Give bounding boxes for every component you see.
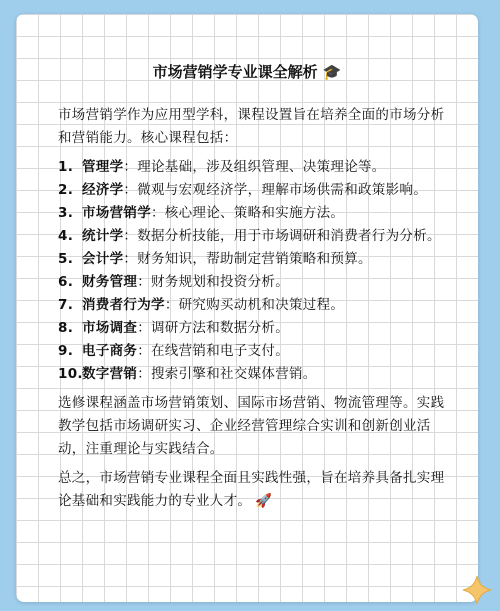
item-number: 6. bbox=[58, 274, 74, 290]
intro-paragraph: 市场营销学作为应用型学科，课程设置旨在培养全面的市场分析和营销能力。核心课程包括： bbox=[58, 107, 445, 146]
item-desc: ：调研方法和数据分析。 bbox=[137, 320, 290, 336]
summary-paragraph bbox=[58, 467, 450, 513]
note-card bbox=[16, 14, 478, 602]
item-term: 电子商务 bbox=[82, 343, 138, 359]
list-item bbox=[58, 179, 450, 202]
item-number: 9. bbox=[58, 343, 74, 359]
item-number: 3. bbox=[58, 205, 74, 221]
item-number: 10. bbox=[58, 366, 83, 382]
list-item bbox=[58, 248, 450, 271]
item-desc: ：数据分析技能，用于市场调研和消费者行为分析。 bbox=[123, 228, 441, 244]
item-desc: ：微观与宏观经济学，理解市场供需和政策影响。 bbox=[123, 182, 428, 198]
item-desc: ：核心理论、策略和实施方法。 bbox=[151, 205, 345, 221]
item-term: 财务管理 bbox=[82, 274, 138, 290]
summary-text: 总之，市场营销专业课程全面且实践性强，旨在培养具备扎实理论基础和实践能力的专业人才。 bbox=[58, 470, 445, 509]
item-number: 2. bbox=[58, 182, 74, 198]
list-item bbox=[58, 156, 450, 179]
item-term: 管理学 bbox=[82, 159, 124, 175]
item-number: 8. bbox=[58, 320, 74, 336]
item-desc: ：理论基础，涉及组织管理、决策理论等。 bbox=[123, 159, 386, 175]
item-number: 4. bbox=[58, 228, 74, 244]
title-text: 市场营销学专业课全解析 bbox=[152, 63, 318, 81]
item-desc: ：研究购买动机和决策过程。 bbox=[164, 297, 345, 313]
item-term: 市场营销学 bbox=[82, 205, 151, 221]
rocket-icon: 🚀 bbox=[255, 493, 273, 509]
item-number: 7. bbox=[58, 297, 74, 313]
electives-paragraph: 选修课程涵盖市场营销策划、国际市场营销、物流管理等。实践教学包括市场调研实习、企业经营管理综合实训和创新创业活动，注重理论与实践结合。 bbox=[58, 395, 445, 457]
item-number: 5. bbox=[58, 251, 74, 267]
list-item bbox=[58, 294, 450, 317]
list-item bbox=[58, 363, 450, 386]
item-desc: ：搜索引擎和社交媒体营销。 bbox=[137, 366, 317, 382]
list-item bbox=[58, 202, 450, 225]
item-term: 消费者行为学 bbox=[82, 297, 165, 313]
item-desc: ：财务知识，帮助制定营销策略和预算。 bbox=[123, 251, 372, 267]
item-desc: ：在线营销和电子支付。 bbox=[137, 343, 290, 359]
page-title bbox=[58, 62, 450, 82]
item-term: 统计学 bbox=[82, 228, 124, 244]
item-term: 经济学 bbox=[82, 182, 124, 198]
list-item bbox=[58, 317, 450, 340]
graduation-cap-icon: 🎓 bbox=[322, 63, 342, 81]
star-icon bbox=[460, 573, 494, 607]
course-list bbox=[58, 156, 450, 386]
list-item bbox=[58, 340, 450, 363]
list-item bbox=[58, 271, 450, 294]
item-term: 会计学 bbox=[82, 251, 124, 267]
item-term: 数字营销 bbox=[82, 366, 138, 382]
item-number: 1. bbox=[58, 159, 74, 175]
list-item bbox=[58, 225, 450, 248]
item-desc: ：财务规划和投资分析。 bbox=[137, 274, 290, 290]
item-term: 市场调查 bbox=[82, 320, 138, 336]
